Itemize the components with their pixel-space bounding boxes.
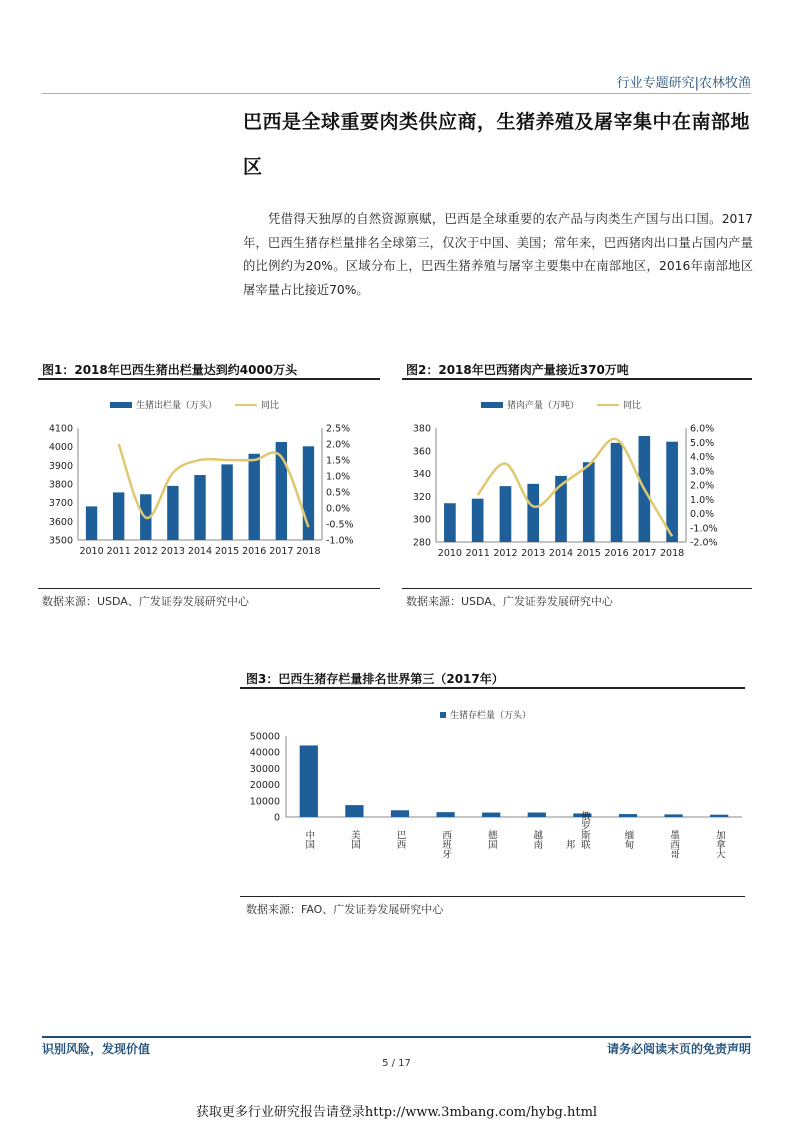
fig2-x-tick-label: 2014: [548, 548, 574, 559]
download-watermark: 获取更多行业研究报告请登录http://www.3mbang.com/hybg.html: [195, 1105, 598, 1120]
fig2-bar: [666, 442, 678, 542]
fig3-x-tick-label: 西班牙: [440, 830, 452, 859]
fig3-x-tick-label: 加拿大: [713, 830, 725, 859]
fig2-bar: [527, 484, 539, 542]
fig1-y2-tick-label: 0.5%: [326, 487, 351, 499]
fig1-y-tick-label: 3800: [48, 479, 73, 491]
fig3-y-tick-label: 40000: [249, 747, 280, 759]
fig1-y2-tick-label: 1.5%: [326, 455, 351, 467]
fig2-y2-tick-label: 3.0%: [690, 466, 715, 478]
fig2-y-tick-label: 360: [412, 446, 431, 458]
footer-divider: [42, 1036, 751, 1038]
fig3-legend-bar-label: 生猪存栏量（万头）: [450, 711, 532, 721]
fig2-x-tick-label: 2012: [493, 548, 518, 559]
fig3-title: 图3：巴西生猪存栏量排名世界第三（2017年）: [246, 672, 504, 686]
fig3-top-rule: [240, 687, 745, 689]
section-headline: 巴西是全球重要肉类供应商，生猪养殖及屠宰集中在南部地区: [243, 111, 751, 178]
fig2-y2-tick-label: 5.0%: [690, 437, 715, 449]
fig1-y-tick-label: 3600: [48, 516, 73, 528]
fig1-y2-tick-label: 2.5%: [326, 423, 351, 435]
footer-slogan: 识别风险，发现价值: [42, 1042, 151, 1056]
fig1-x-tick-label: 2015: [215, 546, 240, 557]
fig3-x-tick-label: 美国: [348, 830, 360, 849]
fig3-x-tick-label: 巴西: [394, 830, 406, 849]
fig3-legend-bar-swatch: [440, 712, 446, 718]
fig1-bar: [113, 492, 124, 540]
fig3-x-tick-label: 德国: [485, 830, 497, 849]
fig3-bar: [436, 812, 454, 817]
fig3-bar: [391, 810, 409, 817]
fig3-bar: [528, 813, 546, 817]
fig1-y2-tick-label: 1.0%: [326, 471, 351, 483]
fig3-x-tick-label: 缅甸: [622, 830, 634, 849]
fig3-y-tick-label: 30000: [249, 763, 280, 775]
fig3-y-tick-label: 50000: [249, 731, 280, 743]
fig3-bar: [710, 815, 728, 817]
fig1-x-tick-label: 2016: [242, 546, 267, 557]
header-divider: [42, 93, 751, 94]
fig2-x-tick-label: 2017: [632, 548, 657, 559]
fig1-bar: [86, 506, 97, 540]
fig2-y-tick-label: 380: [412, 423, 431, 435]
fig2-y-tick-label: 280: [412, 537, 431, 549]
fig1-bar: [167, 486, 178, 540]
fig2-legend-bar-label: 猪肉产量（万吨）: [507, 401, 580, 411]
fig3-source: 数据来源：FAO、广发证券发展研究中心: [246, 903, 444, 916]
fig1-bar: [194, 475, 205, 540]
fig1-y-tick-label: 3500: [48, 535, 73, 547]
fig3-x-tick-label: 中国: [303, 830, 315, 849]
fig1-top-rule: [38, 378, 380, 380]
fig3-bottom-rule: [240, 896, 745, 897]
fig1-y-tick-label: 3700: [48, 498, 73, 510]
fig3-bar: [619, 814, 637, 817]
fig3-chart: [240, 728, 745, 876]
fig2-y2-tick-label: -1.0%: [690, 523, 718, 535]
fig1-title: 图1：2018年巴西生猪出栏量达到约4000万头: [42, 363, 298, 377]
fig1-y-tick-label: 4100: [48, 423, 73, 435]
fig2-legend: [481, 398, 641, 411]
fig2-x-tick-label: 2016: [604, 548, 629, 559]
fig3-bar: [300, 745, 318, 817]
fig3-x-tick-label: 越南: [531, 830, 543, 849]
fig2-y2-tick-label: 2.0%: [690, 480, 715, 492]
fig1-y2-tick-label: 0.0%: [326, 503, 351, 515]
fig2-legend-line-label: 同比: [623, 401, 642, 411]
fig1-x-tick-label: 2011: [106, 546, 131, 557]
fig1-x-tick-label: 2010: [79, 546, 104, 557]
fig2-top-rule: [402, 378, 752, 380]
fig1-legend: [110, 398, 279, 411]
fig3-y-tick-label: 0: [273, 812, 280, 824]
fig3-bar: [345, 805, 363, 817]
fig1-bar: [249, 454, 260, 540]
fig1-legend-line-label: 同比: [261, 401, 280, 411]
fig2-y-tick-label: 300: [412, 514, 431, 526]
fig1-y2-tick-label: -1.0%: [326, 535, 354, 547]
fig3-x-tick-label: 邦: [565, 840, 576, 851]
fig1-x-tick-label: 2012: [133, 546, 158, 557]
fig1-y-tick-label: 3900: [48, 460, 73, 472]
header-section-tag: 行业专题研究|农林牧渔: [616, 76, 751, 91]
fig2-x-tick-label: 2010: [437, 548, 462, 559]
fig2-chart: [402, 418, 752, 568]
fig1-x-tick-label: 2017: [269, 546, 294, 557]
fig2-y2-tick-label: -2.0%: [690, 537, 718, 549]
fig1-legend-line-swatch: [235, 404, 257, 406]
fig2-x-tick-label: 2013: [521, 548, 546, 559]
fig2-x-tick-label: 2018: [660, 548, 685, 559]
fig2-legend-line-swatch: [597, 404, 619, 406]
fig2-y2-tick-label: 0.0%: [690, 509, 715, 520]
fig1-y2-tick-label: -0.5%: [326, 519, 354, 531]
fig2-y-tick-label: 340: [412, 469, 431, 481]
fig1-bar: [221, 464, 232, 540]
fig2-source: 数据来源：USDA、广发证券发展研究中心: [406, 595, 613, 608]
fig1-x-tick-label: 2013: [160, 546, 185, 557]
fig2-x-tick-label: 2011: [465, 548, 490, 559]
page-number: 5 / 17: [382, 1058, 411, 1069]
fig1-y-tick-label: 4000: [48, 442, 73, 454]
fig1-source: 数据来源：USDA、广发证券发展研究中心: [42, 595, 249, 608]
fig3-legend: [440, 708, 531, 721]
fig2-bar: [611, 443, 623, 542]
fig1-x-tick-label: 2018: [296, 546, 321, 557]
fig2-title: 图2：2018年巴西猪肉产量接近370万吨: [406, 363, 629, 377]
fig2-bar: [444, 503, 456, 542]
footer-disclaimer-note: 请务必阅读末页的免责声明: [606, 1042, 751, 1056]
fig2-y2-tick-label: 4.0%: [690, 452, 715, 463]
fig2-y2-tick-label: 1.0%: [690, 494, 715, 506]
fig1-legend-bar-swatch: [110, 402, 132, 408]
fig2-x-tick-label: 2015: [576, 548, 601, 559]
fig3-y-tick-label: 20000: [249, 780, 280, 792]
body-paragraph: 凭借得天独厚的自然资源禀赋，巴西是全球重要的农产品与肉类生产国与出口国。2017年，巴西生猪存栏量排名全球第三，仅次于中国、美国；常年来，巴西猪肉出口量占国内产量的比例约为20%。区域分布上，巴西生猪养殖与屠宰主要集中在南部地区，2016年南部地区屠宰量占比接近70%。: [243, 212, 753, 297]
fig2-y-tick-label: 320: [412, 491, 431, 503]
fig2-bar: [583, 462, 595, 542]
fig1-y2-tick-label: 2.0%: [326, 439, 351, 451]
fig2-legend-bar-swatch: [481, 402, 503, 408]
fig3-x-tick-label: 墨西哥: [668, 830, 680, 859]
fig1-bottom-rule: [38, 588, 380, 589]
fig1-legend-bar-label: 生猪出栏量（万头）: [136, 401, 218, 411]
fig2-y2-tick-label: 6.0%: [690, 423, 715, 435]
fig2-bottom-rule: [402, 588, 752, 589]
fig3-bar: [664, 814, 682, 817]
fig1-x-tick-label: 2014: [187, 546, 213, 557]
fig3-x-tick-label: 俄罗斯联: [578, 811, 590, 849]
fig2-bar: [472, 499, 484, 542]
fig2-bar: [500, 486, 512, 542]
fig3-bar: [482, 813, 500, 817]
fig1-chart: [38, 418, 380, 568]
fig3-y-tick-label: 10000: [249, 796, 280, 808]
